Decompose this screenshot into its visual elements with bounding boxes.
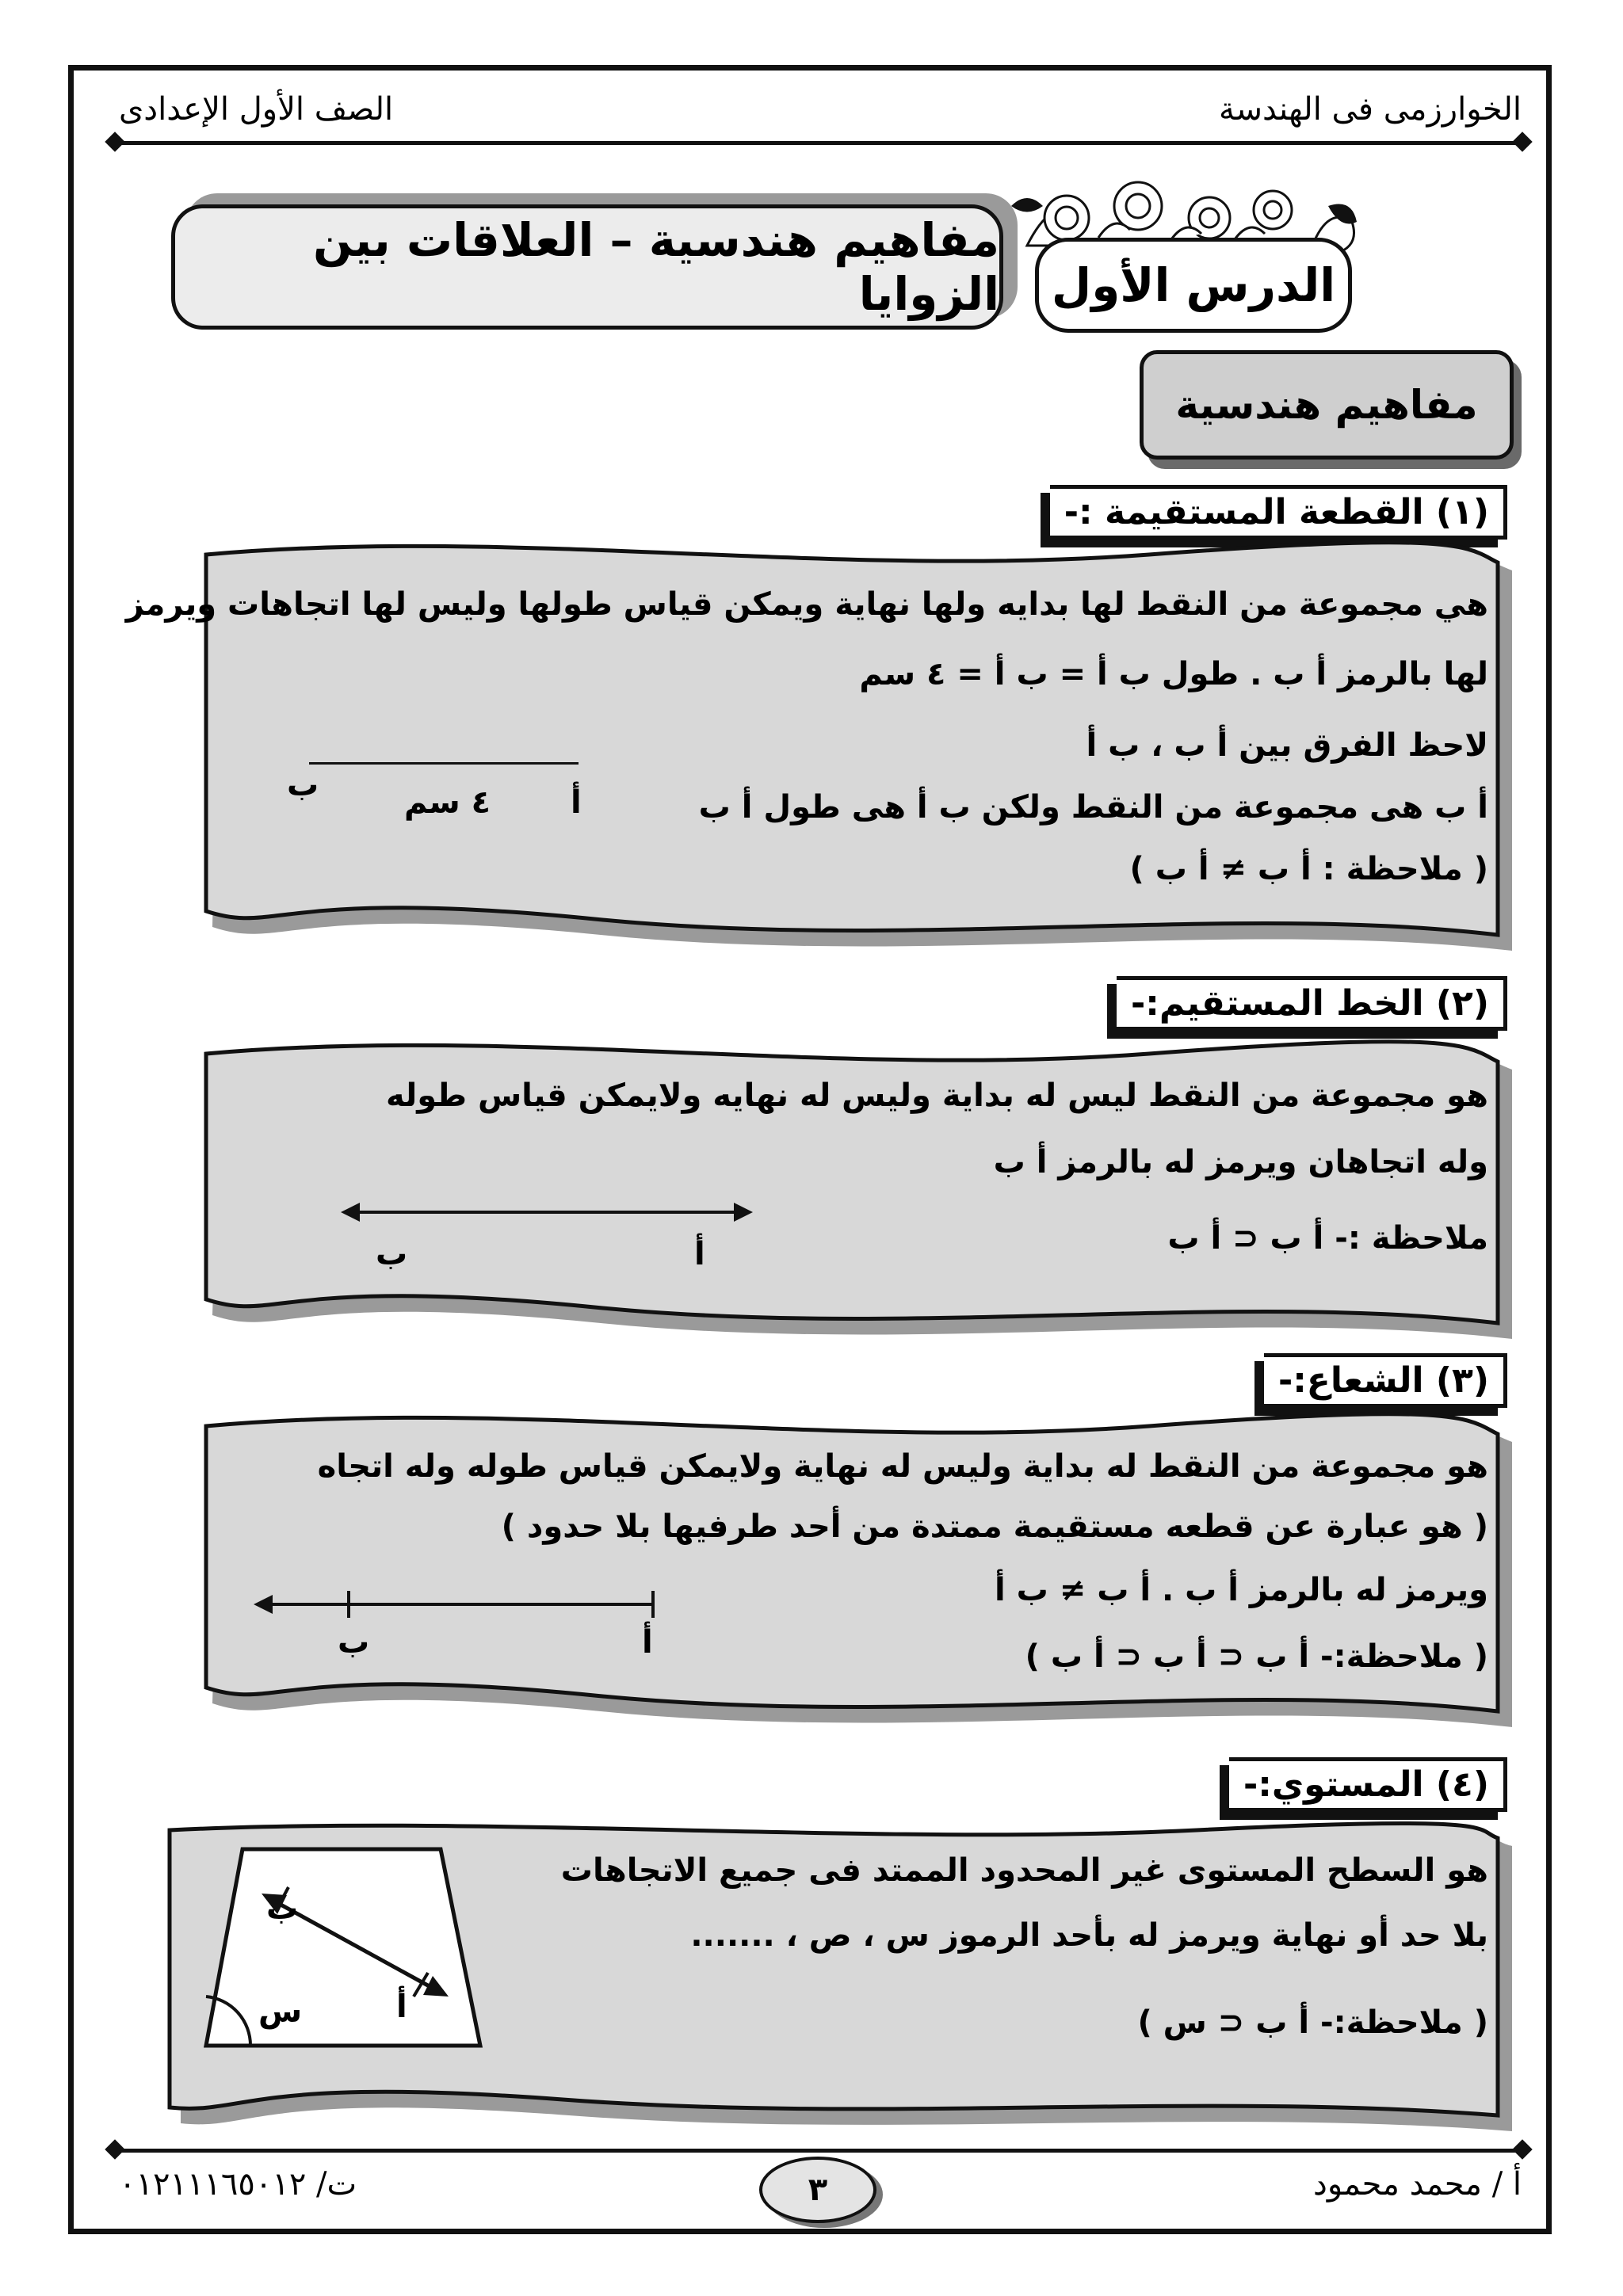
section-3-line-3: ويرمز له بالرمز أ ب . أ ب ≠ ب أ [995, 1572, 1488, 1608]
section-1-line-4: أ ب هى مجموعة من النقط ولكن ب أ هى طول أ ب [698, 789, 1488, 826]
section-3-line-2: ( هو عبارة عن قطعه مستقيمة ممتدة من أحد طرفيها بلا حدود ) [501, 1508, 1488, 1545]
section-1-line-2: لها بالرمز أ ب . طول ب أ = ب أ = ٤ سم [859, 656, 1488, 692]
section-4-line-3: ( ملاحظة:- أ ب ⊂ س ) [1137, 2004, 1488, 2041]
book-title: الخوارزمى فى الهندسة [1219, 91, 1522, 128]
section-1-heading: (١) القطعة المستقيمة :- [1050, 485, 1507, 540]
grade-label: الصف الأول الإعدادى [119, 91, 394, 128]
section-2-line-3: ملاحظة :- أ ب ⊂ أ ب [1167, 1220, 1488, 1257]
ray-point-b: ب [338, 1624, 370, 1661]
plane-point-b: ب [266, 1890, 299, 1927]
ray-figure-arrow [254, 1585, 666, 1624]
plane-symbol: س [258, 1993, 303, 2030]
page-number [759, 2157, 876, 2223]
section-heading: مفاهيم هندسية [1175, 382, 1478, 428]
header-rule [119, 141, 1522, 145]
section-4-line-2: بلا حد أو نهاية ويرمز له بأحد الرموز س ، ص ، ....... [690, 1917, 1488, 1954]
section-2-line-1: هو مجموعة من النقط ليس له بداية وليس له نهايه ولايمكن قياس طوله [386, 1077, 1488, 1114]
section-3-line-1: هو مجموعة من النقط له بداية وليس له نهاية ولايمكن قياس طوله وله اتجاه [317, 1448, 1488, 1485]
plane-point-a: أ [396, 1989, 407, 2025]
section-3-heading: (٣) الشعاع:- [1264, 1353, 1507, 1408]
section-2-line-2: وله اتجاهان ويرمز له بالرمز أ ب [993, 1144, 1488, 1180]
line-figure-arrow [341, 1196, 753, 1228]
ray-point-a: أ [642, 1624, 653, 1661]
footer-rule [119, 2149, 1522, 2153]
lesson-title: مفاهيم هندسية – العلاقات بين الزوايا [313, 213, 999, 321]
segment-point-b: ب [287, 767, 319, 803]
section-4-line-1: هو السطح المستوى غير المحدود الممتد فى جميع الاتجاهات [560, 1852, 1488, 1889]
section-heading-box [1140, 350, 1514, 460]
section-1-line-3: لاحظ الفرق بين أ ب ، ب أ [1086, 727, 1488, 764]
page-number-text: ٣ [808, 2172, 828, 2208]
section-1-line-5: ( ملاحظة : أ ب ≠ أ ب ) [1129, 851, 1488, 887]
lesson-label: الدرس الأول [1051, 258, 1336, 312]
line-point-a: أ [694, 1236, 705, 1272]
segment-point-a: أ [571, 784, 582, 821]
author: أ / محمد محمود [1313, 2166, 1522, 2203]
lesson-label-box [1035, 238, 1352, 333]
segment-figure-line [309, 762, 579, 765]
line-point-b: ب [376, 1236, 408, 1272]
section-1-line-1: هي مجموعة من النقط لها بدايه ولها نهاية ويمكن قياس طولها وليس لها اتجاهات ويرمز [125, 586, 1488, 623]
plane-figure [203, 1838, 488, 2060]
phone: ت/ ٠١٢١١١٦٥٠١٢ [119, 2166, 357, 2203]
segment-length: ٤ سم [404, 784, 491, 821]
section-2-heading: (٢) الخط المستقيم:- [1117, 976, 1507, 1031]
section-3-line-4: ( ملاحظة:- أ ب ⊂ أ ب ⊂ أ ب ) [1025, 1638, 1488, 1675]
lesson-title-box [171, 204, 1003, 330]
section-4-heading: (٤) المستوي:- [1229, 1757, 1507, 1812]
